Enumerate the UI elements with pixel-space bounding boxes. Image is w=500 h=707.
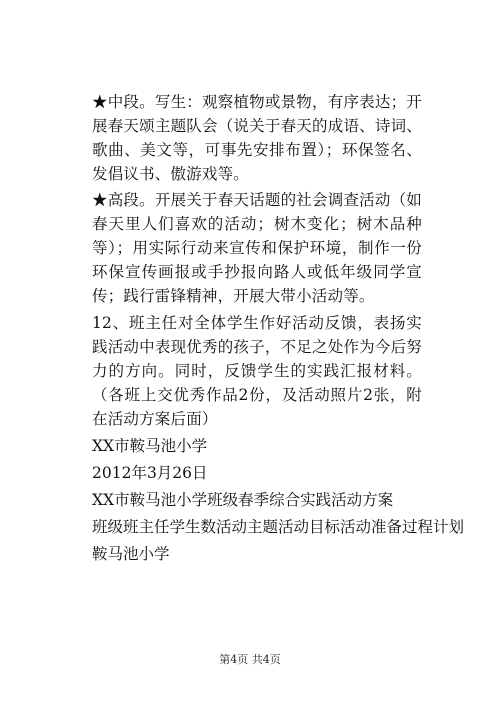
paragraph-feedback: 12、班主任对全体学生作好活动反馈，表扬实践活动中表现优秀的孩子，不足之处作为今后努力的方向。同时，反馈学生的实践汇报材料。（各班上交优秀作品2份，及活动照片2张，附在活动方案后面） (92, 314, 422, 428)
school-short-name-line: 鞍马池小学 (92, 545, 170, 563)
school-name-line: XX市鞍马池小学 (92, 437, 208, 455)
page-number-footer: 第4页 共4页 (219, 653, 281, 666)
table-header-line: 班级班主任学生数活动主题活动目标活动准备过程计划 (92, 518, 465, 536)
paragraph-upper-grade: ★高段。开展关于春天话题的社会调查活动（如春天里人们喜欢的活动；树木变化；树木品种等）；用实际行动来宣传和保护环境，制作一份环保宣传画报或手抄报向路人或低年级同学宣传；践行雷锋精神，开展大带小活动等。 (92, 191, 422, 305)
document-body (92, 90, 465, 569)
date-line: 2012年3月26日 (92, 464, 208, 482)
plan-title-line: XX市鞍马池小学班级春季综合实践活动方案 (92, 491, 394, 509)
paragraph-middle-grade: ★中段。写生：观察植物或景物，有序表达；开展春天颂主题队会（说关于春天的成语、诗词、歌曲、美文等，可事先安排布置）；环保签名、发倡议书、傲游戏等。 (92, 93, 422, 183)
